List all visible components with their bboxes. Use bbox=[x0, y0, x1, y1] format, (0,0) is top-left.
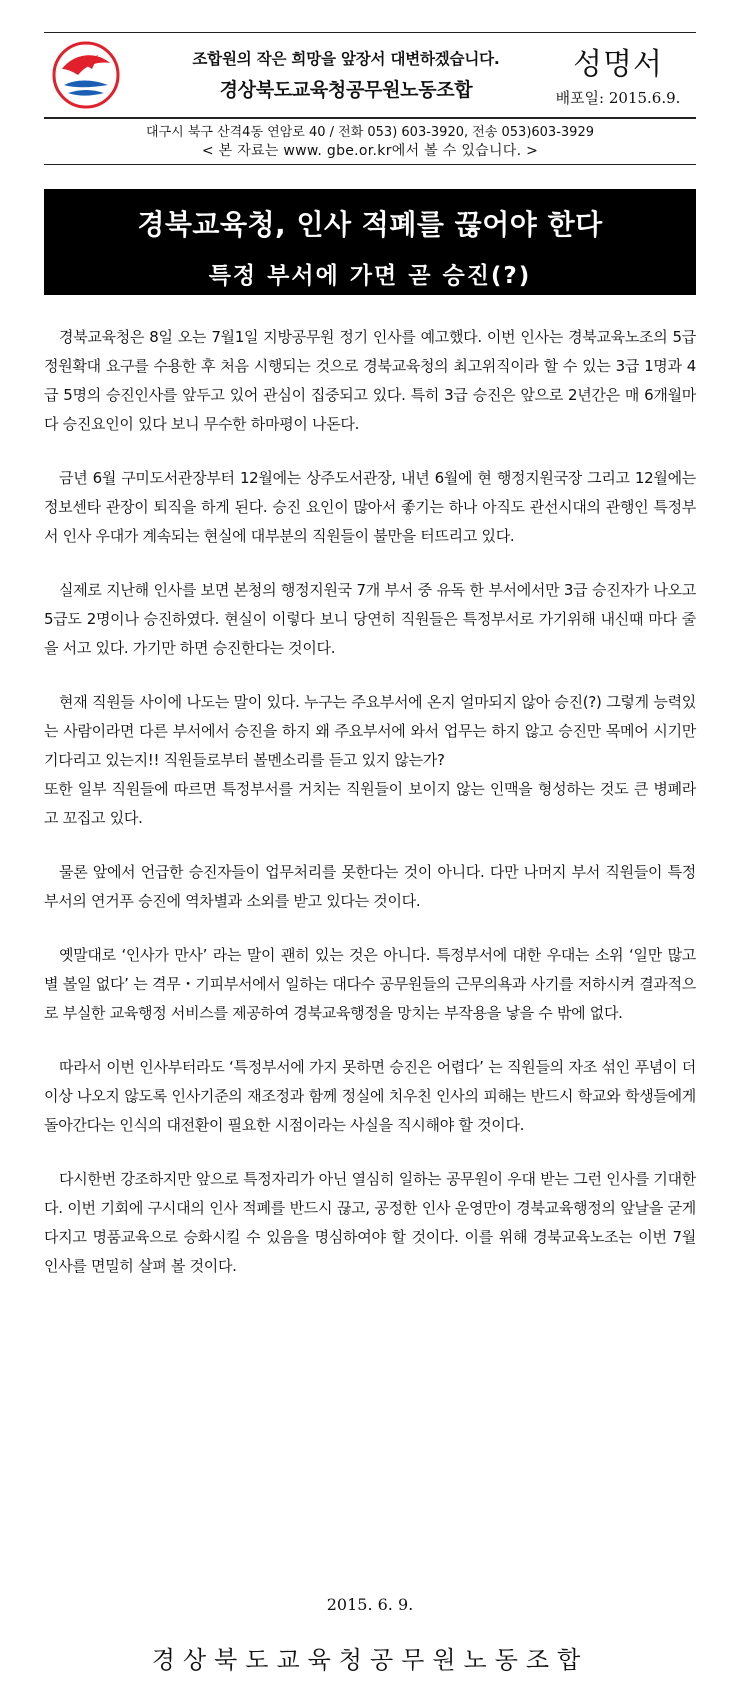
body-paragraph-4: 현재 직원들 사이에 나도는 말이 있다. 누구는 주요부서에 온지 얼마되지 않아 승진(?) 그렇게 능력있는 사람이라면 다른 부서에서 승진을 하지 왜 주요부서에 와서 업무는 하지 않고 승진만 목메어 시기만 기다리고 있는지!! 직원들로부터 볼멘소리를 듣고 있지 않는가? bbox=[44, 693, 696, 769]
press-release-page bbox=[44, 32, 696, 1306]
release-date: 배포일: 2015.6.9. bbox=[555, 89, 681, 107]
contact-info bbox=[44, 119, 696, 160]
statement-body bbox=[44, 323, 696, 1281]
closing-date: 2015. 6. 9. bbox=[326, 1595, 414, 1614]
union-logo-icon bbox=[52, 41, 120, 109]
headline-box bbox=[44, 189, 696, 295]
headline-subtitle: 특정 부서에 가면 곧 승진(?) bbox=[208, 263, 532, 289]
union-slogan: 조합원의 작은 희망을 앞장서 대변하겠습니다. bbox=[192, 50, 500, 68]
body-paragraph-3: 실제로 지난해 인사를 보면 본청의 행정지원국 7개 부서 중 유독 한 부서에서만 3급 승진자가 나오고 5급도 2명이나 승진하였다. 현실이 이렇다 보니 당연히 직원들은 특정부서로 가기위해 내신때 마다 줄을 서고 있다. 가기만 하면 승진한다는 것이다. bbox=[44, 581, 696, 657]
body-paragraph-9: 다시한번 강조하지만 앞으로 특정자리가 아닌 열심히 일하는 공무원이 우대 받는 그런 인사를 기대한다. 이번 기회에 구시대의 인사 적폐를 반드시 끊고, 공정한 인사 운영만이 경북교육행정의 앞날을 굳게 다지고 명품교육으로 승화시킬 수 있음을 명심하여야 할 것이다. 이를 위해 경북교육노조는 이번 7월 인사를 면밀히 살펴 볼 것이다. bbox=[44, 1170, 696, 1275]
body-paragraph-6: 물론 앞에서 언급한 승진자들이 업무처리를 못한다는 것이 아니다. 다만 나머지 부서 직원들이 특정부서의 연거푸 승진에 역차별과 소외를 받고 있다는 것이다. bbox=[44, 863, 696, 910]
contact-address: 대구시 북구 산격4동 연암로 40 / 전화 053) 603-3920, 전송 053)603-3929 bbox=[146, 125, 594, 140]
document-info bbox=[548, 39, 688, 108]
body-paragraph-2: 금년 6월 구미도서관장부터 12월에는 상주도서관장, 내년 6월에 현 행정지원국장 그리고 12월에는 정보센타 관장이 퇴직을 하게 된다. 승진 요인이 많아서 좋기는 하나 아직도 관선시대의 관행인 특정부서 인사 우대가 계속되는 현실에 대부분의 직원들이 불만을 터뜨리고 있다. bbox=[44, 469, 696, 545]
union-signature: 경상북도교육청공무원노동조합 bbox=[151, 1646, 589, 1674]
website-note: < 본 자료는 www. gbe.or.kr에서 볼 수 있습니다. > bbox=[201, 143, 539, 159]
headline-title: 경북교육청, 인사 적폐를 끊어야 한다 bbox=[137, 208, 603, 241]
document-type: 성명서 bbox=[573, 47, 663, 82]
body-paragraph-5: 또한 일부 직원들에 따르면 특정부서를 거치는 직원들이 보이지 않는 인맥을 형성하는 것도 큰 병폐라고 꼬집고 있다. bbox=[44, 780, 696, 827]
header-bottom-rule bbox=[44, 164, 696, 165]
union-name: 경상북도교육청공무원노동조합 bbox=[219, 79, 473, 101]
letterhead bbox=[44, 33, 696, 117]
letterhead-text bbox=[136, 47, 556, 102]
body-paragraph-1: 경북교육청은 8일 오는 7월1일 지방공무원 정기 인사를 예고했다. 이번 인사는 경북교육노조의 5급 정원확대 요구를 수용한 후 처음 시행되는 것으로 경북교육청의 최고위직이라 할 수 있는 3급 1명과 4급 5명의 승진인사를 앞두고 있어 관심이 집중되고 있다. 특히 3급 승진은 앞으로 2년간은 매 6개월마다 승진요인이 있다 보니 무수한 하마평이 나돈다. bbox=[44, 328, 696, 433]
body-paragraph-7: 옛말대로 ‘인사가 만사’ 라는 말이 괜히 있는 것은 아니다. 특정부서에 대한 우대는 소위 ‘일만 많고 별 볼일 없다’ 는 격무・기피부서에서 일하는 대다수 공무원들의 근무의욕과 사기를 저하시켜 결과적으로 부실한 교육행정 서비스를 제공하여 경북교육행정을 망치는 부작용을 낳을 수 밖에 없다. bbox=[44, 946, 696, 1022]
body-paragraph-8: 따라서 이번 인사부터라도 ‘특정부서에 가지 못하면 승진은 어렵다’ 는 직원들의 자조 섞인 푸념이 더 이상 나오지 않도록 인사기준의 재조정과 함께 정실에 치우친 인사의 피해는 반드시 학교와 학생들에게 돌아간다는 인식의 대전환이 필요한 시점이라는 사실을 직시해야 할 것이다. bbox=[44, 1058, 696, 1134]
